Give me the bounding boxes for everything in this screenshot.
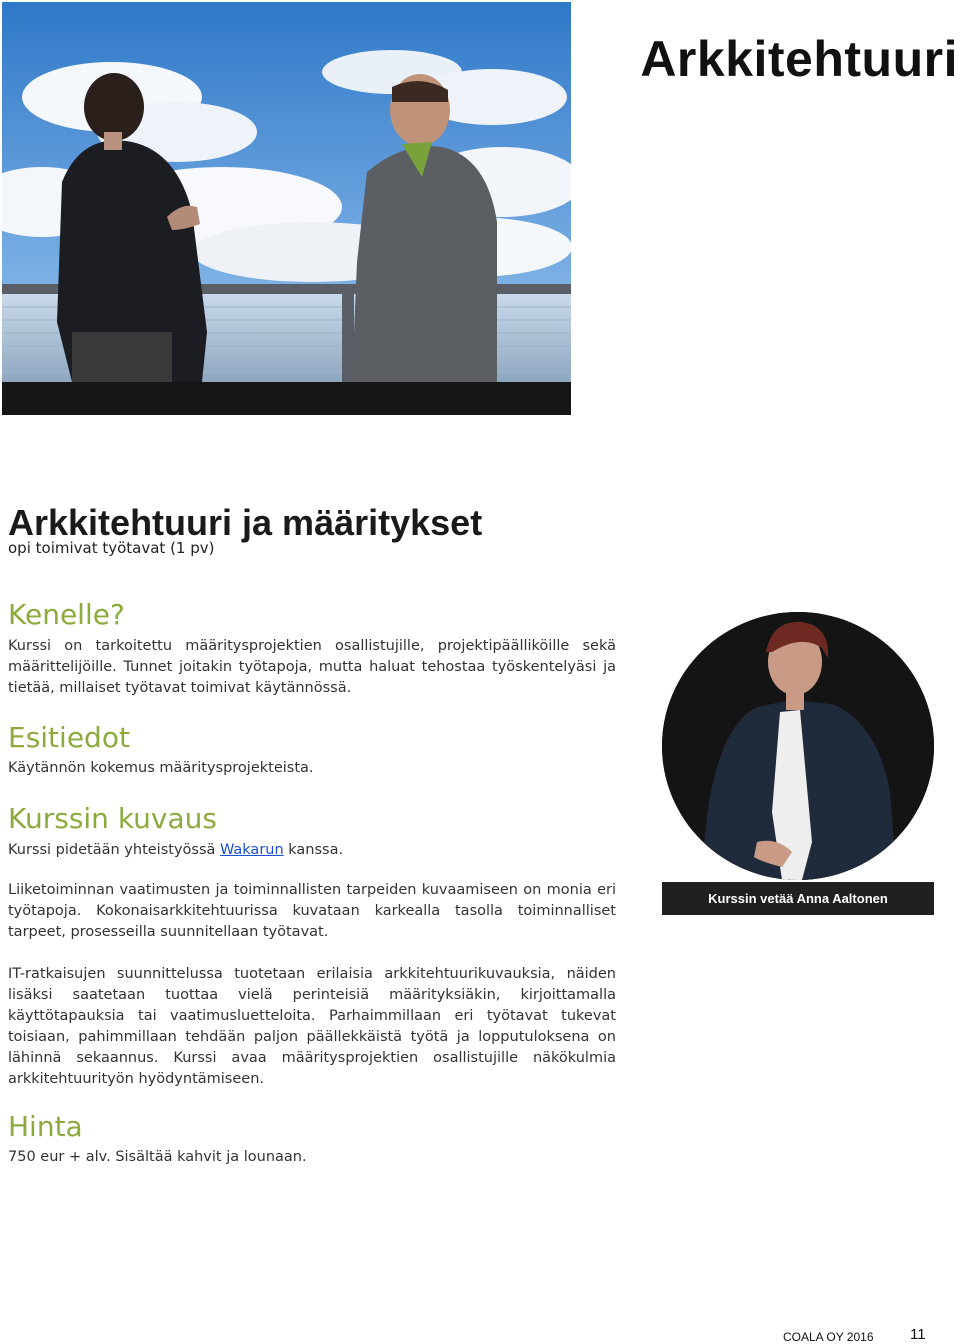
heading-kenelle: Kenelle?: [8, 598, 125, 631]
kuvaus-paragraph-1: Liiketoiminnan vaatimusten ja toiminnallisten tarpeiden kuvaamiseen on monia eri työtapoja. Kokonaisarkkitehtuurissa kuvataan karkealla tasolla toiminnalliset tarpeet, prosesseilla suunnitellaan työtavat.: [8, 882, 616, 940]
esitiedot-text: Käytännön kokemus määritysprojekteista.: [8, 760, 314, 776]
wakaru-link[interactable]: Wakarun: [220, 842, 284, 858]
kenelle-text: Kurssi on tarkoitettu määritysprojektien osallistujille, projektipäälliköille sekä määrittelijöille. Tunnet joitakin työtapoja, mutta haluat tehostaa työskentelyäsi ja tietää, millaiset työtavat toimivat käytännössä.: [8, 638, 616, 696]
instructor-portrait: [662, 612, 934, 880]
hinta-text: 750 eur + alv. Sisältää kahvit ja lounaan.: [8, 1149, 307, 1165]
page-title: Arkkitehtuuri: [640, 31, 958, 87]
course-subtitle: opi toimivat työtavat (1 pv): [8, 539, 215, 557]
heading-kurssin-kuvaus: Kurssin kuvaus: [8, 802, 217, 835]
page-number: 11: [910, 1326, 926, 1343]
kuvaus-intro-after: kanssa.: [283, 842, 344, 858]
course-title: Arkkitehtuuri ja määritykset: [8, 502, 483, 543]
hero-photo: [2, 2, 571, 415]
kuvaus-paragraph-2: IT-ratkaisujen suunnittelussa tuotetaan erilaisia arkkitehtuurikuvauksia, näiden lisäksi saatetaan tuottaa vielä perinteisiä määrityksiäkin, kirjoittamalla käyttötapauksia tai vaatimusluetteloita. Parhaimmillaan eri työtavat tukevat toisiaan, pahimmillaan tehdään paljon päällekkäistä työtä ja lopputuloksena on lähinnä sekaannus. Kurssi avaa määritysprojektien osallistujille näkökulmia arkkitehtuurityön hyödyntämiseen.: [8, 966, 616, 1087]
footer-company: COALA OY 2016: [783, 1330, 874, 1344]
kuvaus-intro: [8, 840, 616, 861]
instructor-caption: Kurssin vetää Anna Aaltonen: [662, 882, 934, 915]
heading-esitiedot: Esitiedot: [8, 721, 130, 754]
kuvaus-intro-before: Kurssi pidetään yhteistyössä: [8, 842, 220, 858]
heading-hinta: Hinta: [8, 1110, 83, 1143]
